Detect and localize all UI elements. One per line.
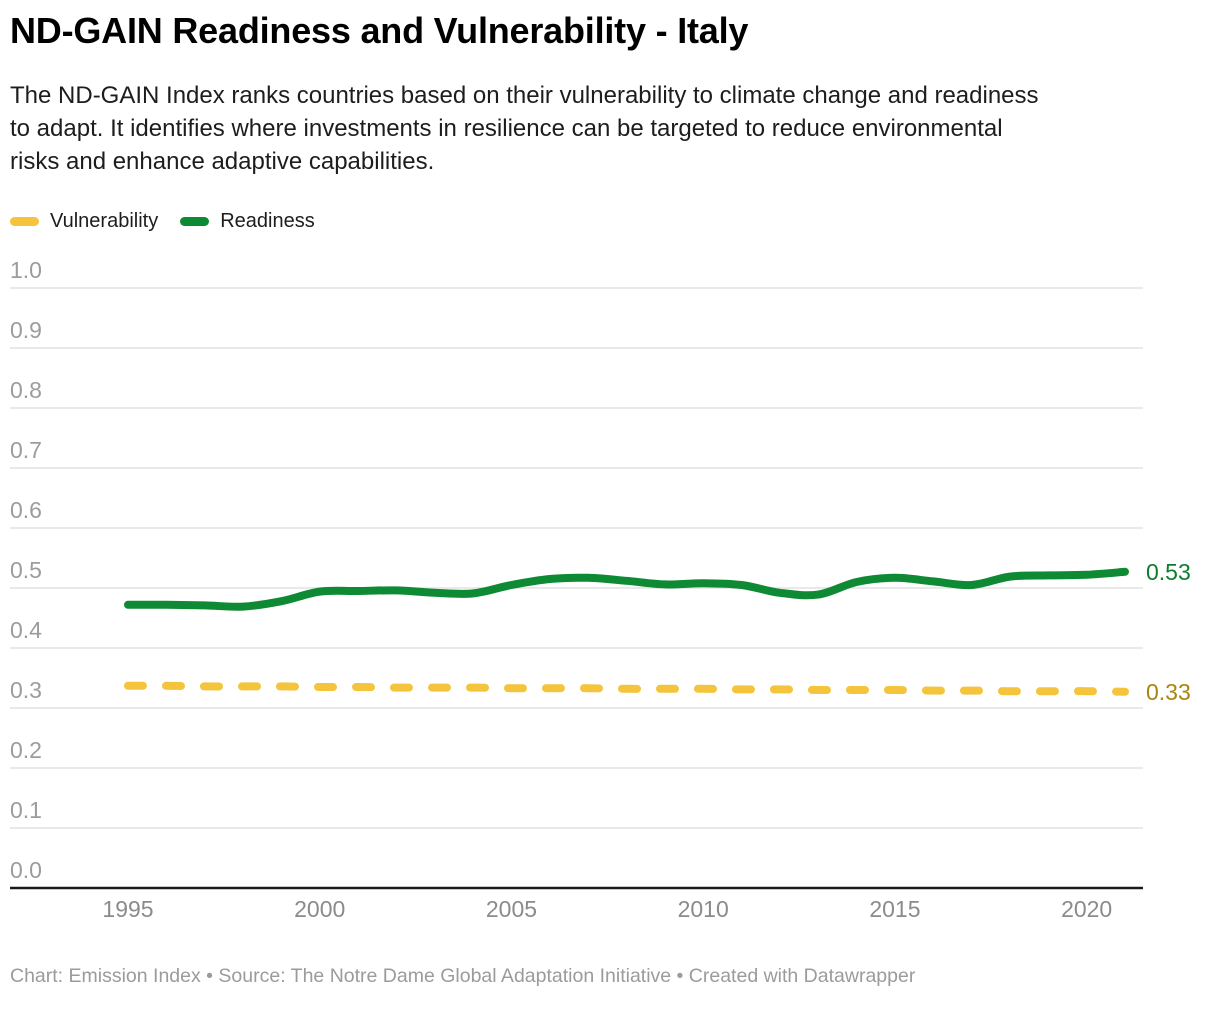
svg-text:2010: 2010: [677, 896, 729, 922]
svg-text:0.7: 0.7: [10, 437, 42, 463]
svg-text:0.6: 0.6: [10, 497, 42, 523]
readiness-line-swatch-icon: [180, 217, 209, 226]
line-chart: [10, 250, 1210, 940]
svg-text:1995: 1995: [102, 896, 154, 922]
chart-footer: Chart: Emission Index • Source: The Notre Dame Global Adaptation Initiative • Created with Datawrapper: [10, 965, 916, 987]
svg-text:0.0: 0.0: [10, 857, 42, 883]
svg-text:2005: 2005: [485, 896, 538, 922]
svg-text:0.5: 0.5: [10, 557, 42, 583]
svg-text:1.0: 1.0: [10, 257, 42, 283]
chart-description: [10, 79, 1210, 178]
legend-label-readiness: Readiness: [220, 210, 315, 232]
line-chart-svg: [10, 250, 1210, 940]
legend-label-vulnerability: Vulnerability: [50, 210, 159, 232]
svg-text:0.2: 0.2: [10, 737, 42, 763]
description-line: to adapt. It identifies where investments in resilience can be targeted to reduce environmental: [10, 115, 1003, 142]
chart-card: [0, 8, 1220, 989]
chart-legend: [10, 210, 1210, 233]
vulnerability-line-swatch-icon: [10, 217, 39, 226]
description-line: risks and enhance adaptive capabilities.: [10, 148, 435, 175]
svg-text:0.9: 0.9: [10, 317, 42, 343]
legend-item-readiness: [180, 210, 315, 233]
svg-text:0.3: 0.3: [10, 677, 42, 703]
legend-item-vulnerability: [10, 210, 158, 233]
svg-text:2000: 2000: [294, 896, 346, 922]
svg-text:0.33: 0.33: [1146, 678, 1191, 705]
svg-text:2015: 2015: [869, 896, 921, 922]
chart-title: ND-GAIN Readiness and Vulnerability - Italy: [10, 10, 749, 51]
description-line: The ND-GAIN Index ranks countries based on their vulnerability to climate change and readiness: [10, 82, 1039, 109]
svg-text:0.4: 0.4: [10, 617, 42, 643]
svg-text:0.53: 0.53: [1146, 558, 1191, 585]
svg-text:0.1: 0.1: [10, 797, 42, 823]
svg-text:0.8: 0.8: [10, 377, 42, 403]
svg-text:2020: 2020: [1061, 896, 1113, 922]
